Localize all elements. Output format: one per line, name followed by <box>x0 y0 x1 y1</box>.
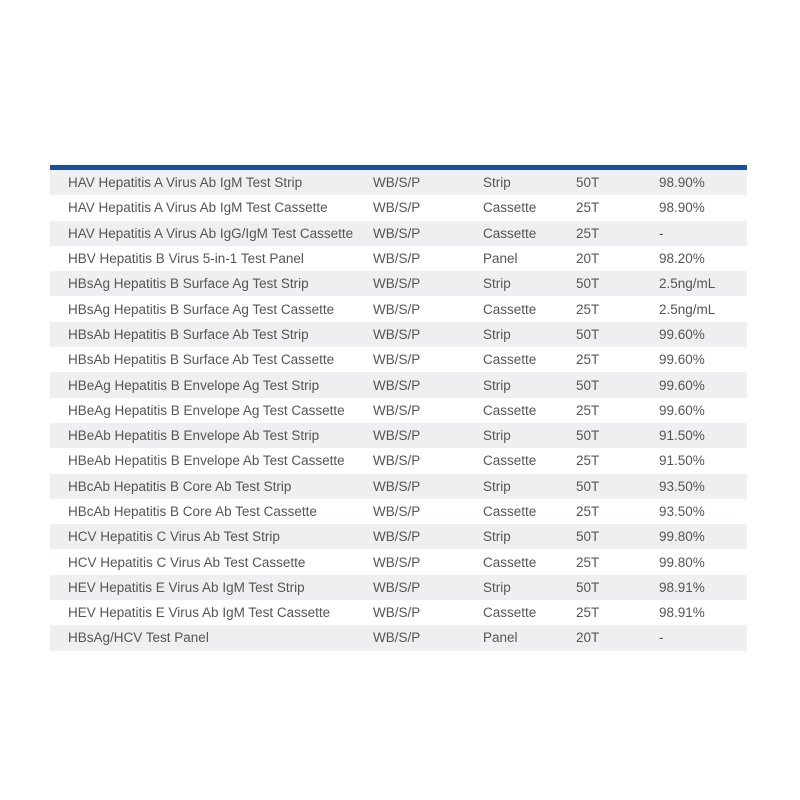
table-row <box>50 271 747 296</box>
product-name-cell: HBeAb Hepatitis B Envelope Ab Test Strip <box>68 428 320 444</box>
value-cell: - <box>659 225 664 241</box>
table-row <box>50 221 747 246</box>
format-cell: Cassette <box>483 504 537 519</box>
value-cell: - <box>659 630 664 646</box>
table-row <box>50 296 747 321</box>
pack-size-cell: 25T <box>576 504 600 519</box>
format-cell: Strip <box>483 579 511 595</box>
pack-size-cell: 20T <box>576 630 600 646</box>
specimen-cell: WB/S/P <box>373 251 421 267</box>
specimen-cell: WB/S/P <box>373 402 421 418</box>
value-cell: 99.80% <box>659 529 705 545</box>
product-name-cell: HBcAb Hepatitis B Core Ab Test Strip <box>68 478 292 494</box>
format-cell: Cassette <box>483 554 537 570</box>
table-row <box>50 549 747 574</box>
product-name-cell: HBsAg/HCV Test Panel <box>68 630 209 646</box>
product-name-cell: HBcAb Hepatitis B Core Ab Test Cassette <box>68 504 317 519</box>
value-cell: 98.91% <box>659 605 705 621</box>
product-name-cell: HAV Hepatitis A Virus Ab IgM Test Strip <box>68 175 303 191</box>
value-cell: 99.60% <box>659 326 705 342</box>
pack-size-cell: 25T <box>576 453 600 469</box>
format-cell: Strip <box>483 529 511 545</box>
pack-size-cell: 50T <box>576 579 600 595</box>
pack-size-cell: 50T <box>576 326 600 342</box>
format-cell: Cassette <box>483 225 537 241</box>
pack-size-cell: 50T <box>576 529 600 545</box>
format-cell: Cassette <box>483 301 537 317</box>
product-name-cell: HAV Hepatitis A Virus Ab IgM Test Cassette <box>68 200 328 216</box>
specimen-cell: WB/S/P <box>373 630 421 646</box>
table-row <box>50 195 747 220</box>
table-row <box>50 398 747 423</box>
pack-size-cell: 25T <box>576 554 600 570</box>
product-name-cell: HBsAb Hepatitis B Surface Ab Test Cassette <box>68 352 335 368</box>
pack-size-cell: 50T <box>576 377 600 393</box>
value-cell: 98.90% <box>659 200 705 216</box>
specimen-cell: WB/S/P <box>373 276 421 292</box>
value-cell: 93.50% <box>659 504 705 519</box>
specimen-cell: WB/S/P <box>373 554 421 570</box>
pack-size-cell: 25T <box>576 402 600 418</box>
pack-size-cell: 25T <box>576 352 600 368</box>
specimen-cell: WB/S/P <box>373 200 421 216</box>
product-name-cell: HBeAg Hepatitis B Envelope Ag Test Strip <box>68 377 320 393</box>
specimen-cell: WB/S/P <box>373 504 421 519</box>
pack-size-cell: 50T <box>576 175 600 191</box>
table-row <box>50 575 747 600</box>
format-cell: Strip <box>483 428 511 444</box>
value-cell: 93.50% <box>659 478 705 494</box>
specimen-cell: WB/S/P <box>373 529 421 545</box>
specimen-cell: WB/S/P <box>373 453 421 469</box>
format-cell: Strip <box>483 175 511 191</box>
format-cell: Strip <box>483 377 511 393</box>
pack-size-cell: 20T <box>576 251 600 267</box>
product-name-cell: HBsAg Hepatitis B Surface Ag Test Strip <box>68 276 309 292</box>
value-cell: 99.60% <box>659 377 705 393</box>
value-cell: 98.90% <box>659 175 705 191</box>
table-row <box>50 600 747 625</box>
format-cell: Panel <box>483 630 518 646</box>
product-name-cell: HBsAg Hepatitis B Surface Ag Test Cassette <box>68 301 335 317</box>
value-cell: 98.20% <box>659 251 705 267</box>
format-cell: Cassette <box>483 605 537 621</box>
product-name-cell: HCV Hepatitis C Virus Ab Test Strip <box>68 529 280 545</box>
pack-size-cell: 25T <box>576 200 600 216</box>
table-row <box>50 625 747 650</box>
product-name-cell: HEV Hepatitis E Virus Ab IgM Test Cassette <box>68 605 331 621</box>
table-row <box>50 170 747 195</box>
table-row <box>50 448 747 473</box>
table-body <box>50 170 747 651</box>
format-cell: Strip <box>483 478 511 494</box>
pack-size-cell: 25T <box>576 605 600 621</box>
table-row <box>50 372 747 397</box>
specimen-cell: WB/S/P <box>373 326 421 342</box>
value-cell: 91.50% <box>659 453 705 469</box>
table-row <box>50 499 747 524</box>
product-name-cell: HCV Hepatitis C Virus Ab Test Cassette <box>68 554 306 570</box>
table-row <box>50 524 747 549</box>
product-table-grid <box>50 170 747 651</box>
format-cell: Strip <box>483 276 511 292</box>
pack-size-cell: 50T <box>576 478 600 494</box>
specimen-cell: WB/S/P <box>373 428 421 444</box>
product-name-cell: HBeAb Hepatitis B Envelope Ab Test Cassette <box>68 453 345 469</box>
pack-size-cell: 50T <box>576 276 600 292</box>
format-cell: Cassette <box>483 352 537 368</box>
specimen-cell: WB/S/P <box>373 301 421 317</box>
pack-size-cell: 25T <box>576 225 600 241</box>
format-cell: Cassette <box>483 200 537 216</box>
format-cell: Panel <box>483 251 518 267</box>
specimen-cell: WB/S/P <box>373 478 421 494</box>
format-cell: Strip <box>483 326 511 342</box>
table-row <box>50 423 747 448</box>
value-cell: 2.5ng/mL <box>659 301 716 317</box>
format-cell: Cassette <box>483 402 537 418</box>
pack-size-cell: 25T <box>576 301 600 317</box>
value-cell: 98.91% <box>659 579 705 595</box>
product-name-cell: HBsAb Hepatitis B Surface Ab Test Strip <box>68 326 309 342</box>
product-table <box>50 165 747 651</box>
specimen-cell: WB/S/P <box>373 175 421 191</box>
product-name-cell: HBeAg Hepatitis B Envelope Ag Test Cassette <box>68 402 345 418</box>
format-cell: Cassette <box>483 453 537 469</box>
product-name-cell: HAV Hepatitis A Virus Ab IgG/IgM Test Cassette <box>68 225 354 241</box>
table-row <box>50 322 747 347</box>
value-cell: 99.60% <box>659 402 705 418</box>
specimen-cell: WB/S/P <box>373 377 421 393</box>
pack-size-cell: 50T <box>576 428 600 444</box>
specimen-cell: WB/S/P <box>373 352 421 368</box>
product-name-cell: HBV Hepatitis B Virus 5-in-1 Test Panel <box>68 251 304 267</box>
value-cell: 2.5ng/mL <box>659 276 716 292</box>
value-cell: 99.80% <box>659 554 705 570</box>
value-cell: 91.50% <box>659 428 705 444</box>
table-row <box>50 347 747 372</box>
value-cell: 99.60% <box>659 352 705 368</box>
specimen-cell: WB/S/P <box>373 225 421 241</box>
table-row <box>50 246 747 271</box>
table-row <box>50 474 747 499</box>
specimen-cell: WB/S/P <box>373 605 421 621</box>
product-name-cell: HEV Hepatitis E Virus Ab IgM Test Strip <box>68 579 305 595</box>
specimen-cell: WB/S/P <box>373 579 421 595</box>
